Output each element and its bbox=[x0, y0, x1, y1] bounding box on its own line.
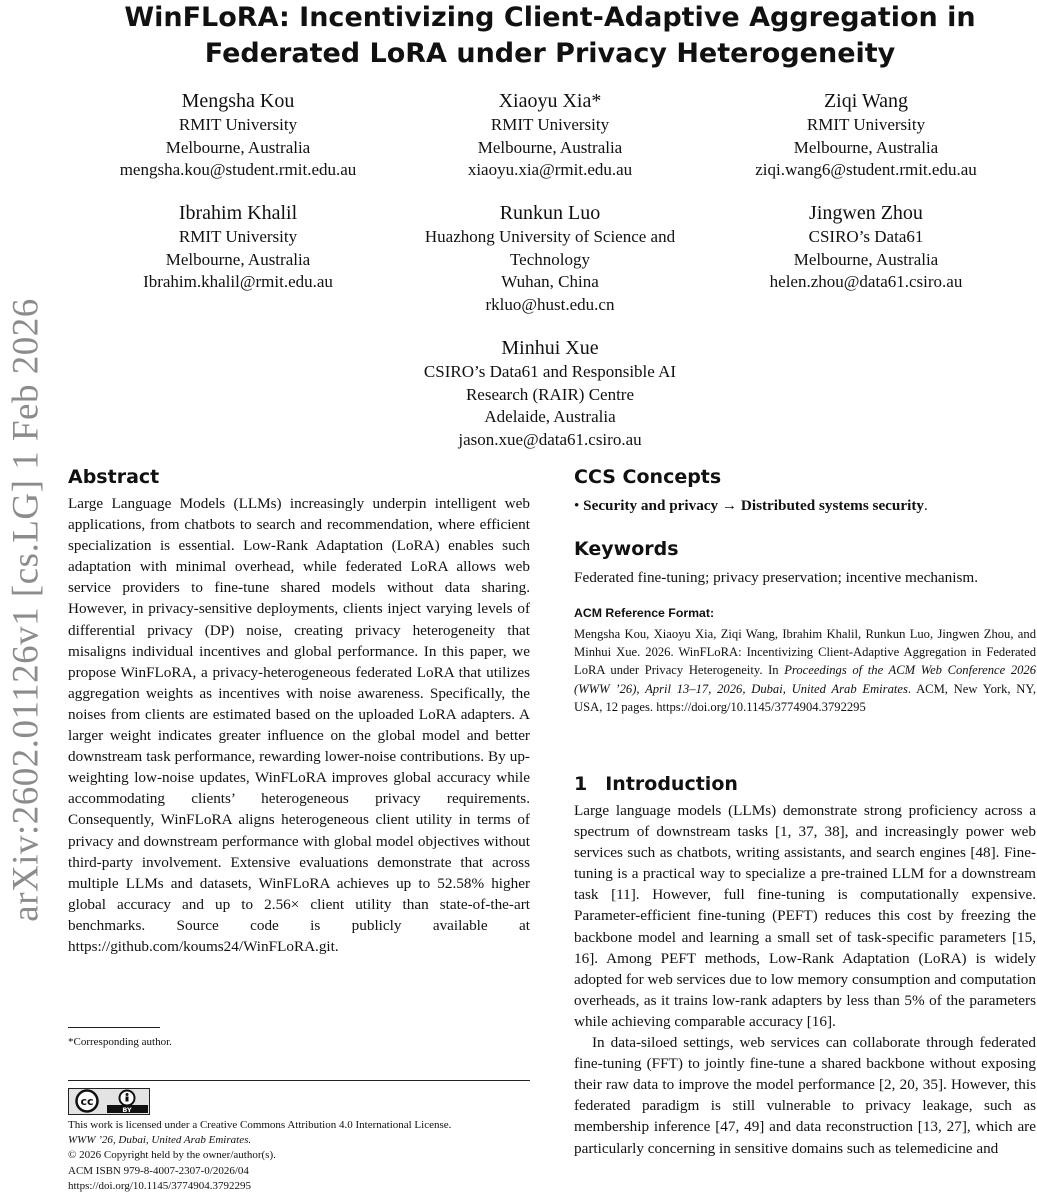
author-block bbox=[716, 88, 1016, 182]
acm-reference-venue: Proceedings of the ACM Web Conference 2026 (WWW ’26), April 13–17, 2026, Dubai, United Arab Emirates bbox=[574, 663, 1037, 696]
author-block bbox=[88, 200, 388, 294]
author-location: Melbourne, Australia bbox=[793, 137, 939, 157]
ccs-concepts bbox=[574, 495, 1036, 516]
author-name: Ibrahim Khalil bbox=[178, 202, 298, 224]
author-email[interactable]: mengsha.kou@student.rmit.edu.au bbox=[119, 160, 357, 180]
ccs-heading: CCS Concepts bbox=[574, 466, 722, 488]
keywords-heading: Keywords bbox=[574, 538, 679, 560]
author-affiliation: RMIT University bbox=[178, 115, 298, 134]
author-name: Minhui Xue bbox=[501, 337, 599, 359]
person-icon bbox=[126, 1093, 129, 1096]
section-number: 1 bbox=[574, 773, 588, 795]
ccs-bullet: • bbox=[574, 497, 580, 514]
intro-paragraph: In data-siloed settings, web services can collaborate through federated fine-tuning (FFT) to jointly fine-tune a shared backbone without exposing their raw data to improve the model performance [2, 20, 35]. However, this federated paradigm is still vulnerable to privacy leakage, such as membership inference [47, 49] and data reconstruction [13, 27], which are particularly concerning in sensitive domains such as telemedicine and bbox=[574, 1034, 1036, 1157]
author-affiliation-cont: Research (RAIR) Centre bbox=[465, 384, 635, 404]
author-block bbox=[400, 335, 700, 451]
intro-paragraph: Large language models (LLMs) demonstrate strong proficiency across a spectrum of downstream tasks [1, 37, 38], and increasingly power web services such as chatbots, writing assistants, and search engines [48]. Fine-tuning is a practical way to specialize a pre-trained LLM for a downstream task [11]. However, full fine-tuning is computationally expensive. Parameter-efficient fine-tuning (PEFT) reduces this cost by freezing the backbone model and learning a small set of task-specific parameters [15, 16]. Among PEFT methods, Low-Rank Adaptation (LoRA) is widely adopted for web services due to low memory consumption and computation overheads, as it trains low-rank adapters by less than 5% of the parameters while achieving comparable accuracy [16]. bbox=[574, 802, 1036, 1030]
author-location: Melbourne, Australia bbox=[165, 137, 311, 157]
author-location: Melbourne, Australia bbox=[477, 137, 623, 157]
license-rule bbox=[68, 1080, 530, 1081]
author-name: Xiaoyu Xia* bbox=[498, 90, 602, 112]
author-affiliation-cont: Technology bbox=[509, 249, 590, 269]
copyright-line: © 2026 Copyright held by the owner/author(s). bbox=[68, 1149, 276, 1162]
introduction-section bbox=[574, 772, 1036, 1159]
author-email[interactable]: xiaoyu.xia@rmit.edu.au bbox=[467, 160, 633, 180]
author-name: Runkun Luo bbox=[499, 202, 601, 224]
author-location: Wuhan, China bbox=[501, 272, 599, 292]
footnote: *Corresponding author. bbox=[68, 1036, 172, 1048]
abstract-text: Large Language Models (LLMs) increasingly underpin intelligent web applications, from chatbots to search and recommendation, where efficient specialization is essential. Low-Rank Adaptation (LoRA) enables such adaptation with minimal overhead, while federated LoRA allows web service providers to fine-tune shared models without data sharing. However, in privacy-sensitive deployments, clients inject varying levels of differential privacy (DP) noise, creating privacy heterogeneity that misaligns individual incentives and global performance. In this paper, we propose WinFLoRA, a privacy-heterogeneous federated LoRA that utilizes aggregation weights as incentives with noise awareness. Specifically, the noises from clients are estimated based on the uploaded LoRA adapters. A larger weight indicates greater influence on the global model and better downstream task performance, rewarding lower-noise contributions. By up-weighting low-noise updates, WinFLoRA improves global accuracy while accommodating clients’ heterogeneous privacy requirements. Consequently, WinFLoRA aligns heterogeneous client utility in terms of privacy and downstream performance with global model objectives without third-party involvement. Extensive evaluations demonstrate that across multiple LLMs and datasets, WinFLoRA achieves up to 52.58% higher global accuracy and up to 2.56× client utility than state-of-the-art benchmarks. Source code is publicly available at https://github.com/koums24/WinFLoRA.git. bbox=[68, 495, 530, 955]
acm-reference-authors: Mengsha Kou, Xiaoyu Xia, Ziqi Wang, Ibrahim Khalil, Runkun Luo, Jingwen Zhou, and Minhui Xue. 2026. WinFLoRA: Incentivizing Client-Adaptive Aggregation in Federated LoRA under Privacy Heterogeneity. In bbox=[574, 627, 1036, 678]
keywords-section bbox=[574, 537, 1036, 588]
author-name: Ziqi Wang bbox=[823, 90, 909, 112]
section-title: Introduction bbox=[605, 773, 738, 795]
acm-reference-publisher: . ACM, New York, NY, USA, 12 pages. https://doi.org/10.1145/3774904.3792295 bbox=[574, 681, 1036, 714]
paper-title: WinFLoRA: Incentivizing Client-Adaptive Aggregation in Federated LoRA under Privacy Heterogeneity bbox=[124, 2, 976, 69]
abstract-section bbox=[68, 465, 530, 957]
ccs-section bbox=[574, 465, 1036, 516]
author-affiliation: RMIT University bbox=[490, 115, 610, 134]
conference-line: WWW ’26, Dubai, United Arab Emirates. bbox=[68, 1134, 252, 1147]
isbn-line: ACM ISBN 979-8-4007-2307-0/2026/04 bbox=[68, 1164, 249, 1177]
acm-reference-section bbox=[574, 605, 1036, 716]
keywords-text: Federated fine-tuning; privacy preservation; incentive mechanism. bbox=[574, 569, 979, 586]
author-affiliation: CSIRO’s Data61 bbox=[808, 227, 924, 246]
license-line: This work is licensed under a Creative Commons Attribution 4.0 International License. bbox=[68, 1119, 452, 1131]
doi-line[interactable]: https://doi.org/10.1145/3774904.3792295 bbox=[68, 1179, 252, 1192]
ccs-arrow: → bbox=[721, 497, 738, 514]
author-affiliation: CSIRO’s Data61 and Responsible AI bbox=[423, 362, 677, 381]
ccs-subterm: Distributed systems security bbox=[740, 497, 924, 514]
author-affiliation: RMIT University bbox=[178, 227, 298, 246]
author-affiliation: Huazhong University of Science and bbox=[424, 227, 676, 246]
author-name: Mengsha Kou bbox=[181, 90, 295, 112]
arxiv-stamp bbox=[0, 0, 52, 1200]
author-location: Adelaide, Australia bbox=[484, 407, 616, 427]
author-email[interactable]: rkluo@hust.edu.cn bbox=[485, 294, 615, 314]
author-email[interactable]: jason.xue@data61.csiro.au bbox=[458, 429, 642, 449]
acm-reference-text bbox=[574, 625, 1036, 716]
author-affiliation: RMIT University bbox=[806, 115, 926, 134]
cc-by-badge[interactable] bbox=[68, 1088, 150, 1115]
ccs-term: Security and privacy bbox=[583, 497, 719, 514]
author-location: Melbourne, Australia bbox=[165, 249, 311, 269]
arxiv-identifier: arXiv:2602.01126v1 [cs.LG] 1 Feb 2026 bbox=[5, 298, 47, 922]
license-block bbox=[68, 1118, 530, 1194]
author-email[interactable]: helen.zhou@data61.csiro.au bbox=[769, 272, 963, 292]
author-location: Melbourne, Australia bbox=[793, 249, 939, 269]
ccs-end: . bbox=[923, 497, 928, 514]
author-block bbox=[400, 88, 700, 182]
footnote-rule bbox=[68, 1027, 160, 1028]
cc-logo-text: cc bbox=[80, 1095, 94, 1108]
author-block bbox=[400, 200, 700, 316]
author-block bbox=[716, 200, 1016, 294]
introduction-heading bbox=[574, 772, 1036, 796]
author-block bbox=[88, 88, 388, 182]
author-email[interactable]: ziqi.wang6@student.rmit.edu.au bbox=[755, 160, 977, 180]
by-label: BY bbox=[122, 1106, 132, 1113]
author-email[interactable]: Ibrahim.khalil@rmit.edu.au bbox=[143, 272, 333, 292]
abstract-heading: Abstract bbox=[68, 466, 160, 488]
acm-reference-heading: ACM Reference Format: bbox=[574, 606, 715, 620]
author-name: Jingwen Zhou bbox=[809, 202, 923, 224]
